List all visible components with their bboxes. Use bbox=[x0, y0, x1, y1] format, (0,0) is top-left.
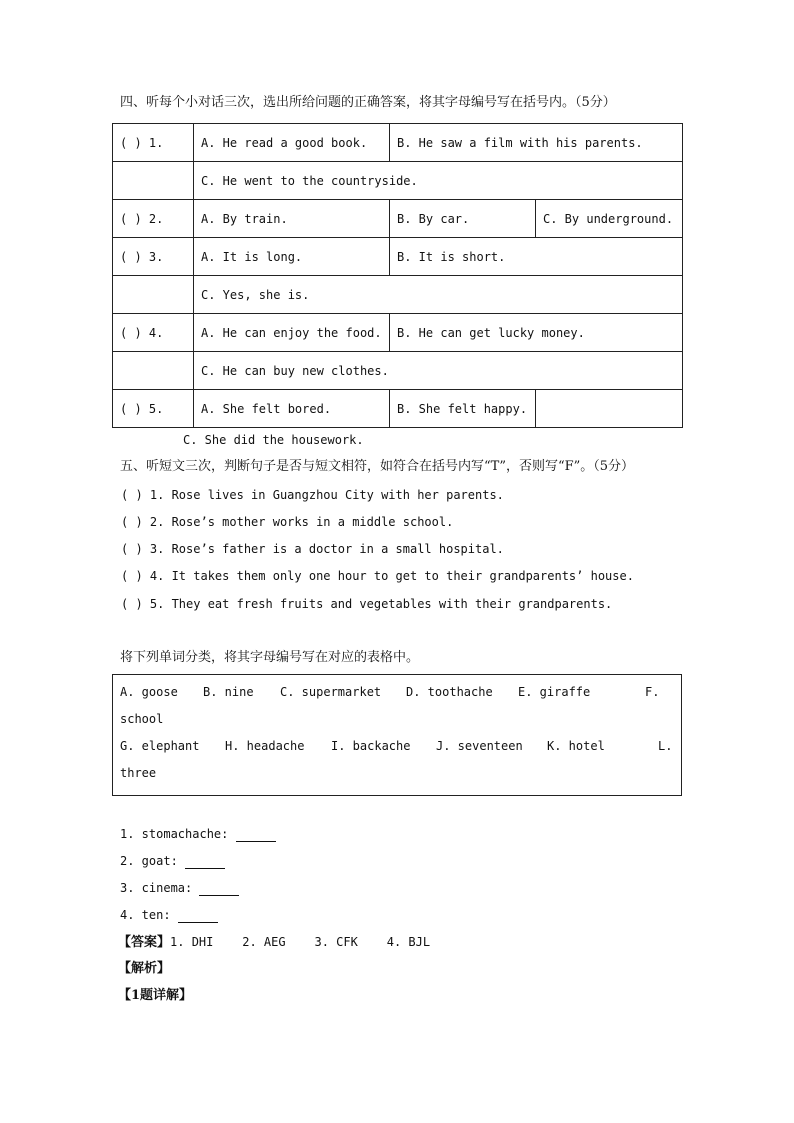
option-b: B. He saw a film with his parents. bbox=[390, 124, 683, 162]
question-number: ( ) 4. bbox=[113, 314, 194, 352]
classify-question bbox=[120, 826, 276, 842]
table-row bbox=[113, 124, 683, 162]
answer-blank bbox=[199, 883, 239, 896]
answer-text: 1. DHI 2. AEG 3. CFK 4. BJL bbox=[170, 935, 431, 949]
table-row bbox=[113, 276, 683, 314]
detail-heading: 【1题详解】 bbox=[118, 988, 193, 1003]
question-label: 4. ten: bbox=[120, 908, 171, 922]
word: C. supermarket bbox=[280, 685, 382, 699]
list-item: ( ) 2. Rose’s mother works in a middle school. bbox=[121, 515, 454, 529]
table-row bbox=[113, 314, 683, 352]
classify-question bbox=[120, 880, 239, 896]
question-number: ( ) 2. bbox=[113, 200, 194, 238]
word: I. backache bbox=[331, 739, 411, 753]
option-b: B. She felt happy. bbox=[390, 390, 536, 428]
option-c: C. He went to the countryside. bbox=[194, 162, 683, 200]
empty-cell bbox=[113, 276, 194, 314]
option-a: A. By train. bbox=[194, 200, 390, 238]
option-c-q5: C. She did the housework. bbox=[183, 433, 364, 447]
question-number: ( ) 3. bbox=[113, 238, 194, 276]
section4-title: 四、听每个小对话三次，选出所给问题的正确答案，将其字母编号写在括号内。（5分） bbox=[120, 95, 616, 110]
table-row bbox=[113, 238, 683, 276]
list-item: ( ) 4. It takes them only one hour to get to their grandparents’ house. bbox=[121, 569, 634, 583]
classify-question bbox=[120, 907, 218, 923]
word: three bbox=[120, 766, 157, 780]
section4-table bbox=[112, 123, 683, 428]
table-row bbox=[113, 200, 683, 238]
list-item: ( ) 5. They eat fresh fruits and vegetables with their grandparents. bbox=[121, 597, 613, 611]
table-row bbox=[113, 352, 683, 390]
word: D. toothache bbox=[406, 685, 493, 699]
option-b: B. It is short. bbox=[390, 238, 683, 276]
question-label: 1. stomachache: bbox=[120, 827, 229, 841]
question-number: ( ) 1. bbox=[113, 124, 194, 162]
word: F. bbox=[645, 685, 660, 699]
table-row bbox=[113, 390, 683, 428]
list-item: ( ) 3. Rose’s father is a doctor in a small hospital. bbox=[121, 542, 504, 556]
option-b: B. He can get lucky money. bbox=[390, 314, 683, 352]
option-a: A. He read a good book. bbox=[194, 124, 390, 162]
option-c: C. He can buy new clothes. bbox=[194, 352, 683, 390]
answer-line bbox=[118, 934, 430, 951]
classify-instruction: 将下列单词分类，将其字母编号写在对应的表格中。 bbox=[120, 650, 420, 665]
option-a: A. He can enjoy the food. bbox=[194, 314, 390, 352]
list-item: ( ) 1. Rose lives in Guangzhou City with her parents. bbox=[121, 488, 504, 502]
question-label: 2. goat: bbox=[120, 854, 178, 868]
question-label: 3. cinema: bbox=[120, 881, 193, 895]
word: E. giraffe bbox=[518, 685, 591, 699]
answer-blank bbox=[185, 856, 225, 869]
empty-cell bbox=[536, 390, 683, 428]
option-c: C. Yes, she is. bbox=[194, 276, 683, 314]
word: G. elephant bbox=[120, 739, 200, 753]
section5-title: 五、听短文三次，判断句子是否与短文相符，如符合在括号内写“T”，否则写“F”。（5分） bbox=[120, 459, 635, 474]
question-number: ( ) 5. bbox=[113, 390, 194, 428]
empty-cell bbox=[113, 162, 194, 200]
analysis-heading: 【解析】 bbox=[118, 961, 171, 976]
option-c: C. By underground. bbox=[536, 200, 683, 238]
answer-blank bbox=[178, 910, 218, 923]
word: K. hotel bbox=[547, 739, 605, 753]
answer-label: 【答案】 bbox=[118, 935, 171, 950]
word: L. bbox=[658, 739, 673, 753]
word: A. goose bbox=[120, 685, 178, 699]
answer-blank bbox=[236, 829, 276, 842]
word: B. nine bbox=[203, 685, 254, 699]
word: school bbox=[120, 712, 164, 726]
table-row bbox=[113, 162, 683, 200]
option-a: A. It is long. bbox=[194, 238, 390, 276]
option-a: A. She felt bored. bbox=[194, 390, 390, 428]
word-box bbox=[112, 674, 682, 796]
word: H. headache bbox=[225, 739, 305, 753]
option-b: B. By car. bbox=[390, 200, 536, 238]
empty-cell bbox=[113, 352, 194, 390]
classify-question bbox=[120, 853, 225, 869]
word: J. seventeen bbox=[436, 739, 523, 753]
